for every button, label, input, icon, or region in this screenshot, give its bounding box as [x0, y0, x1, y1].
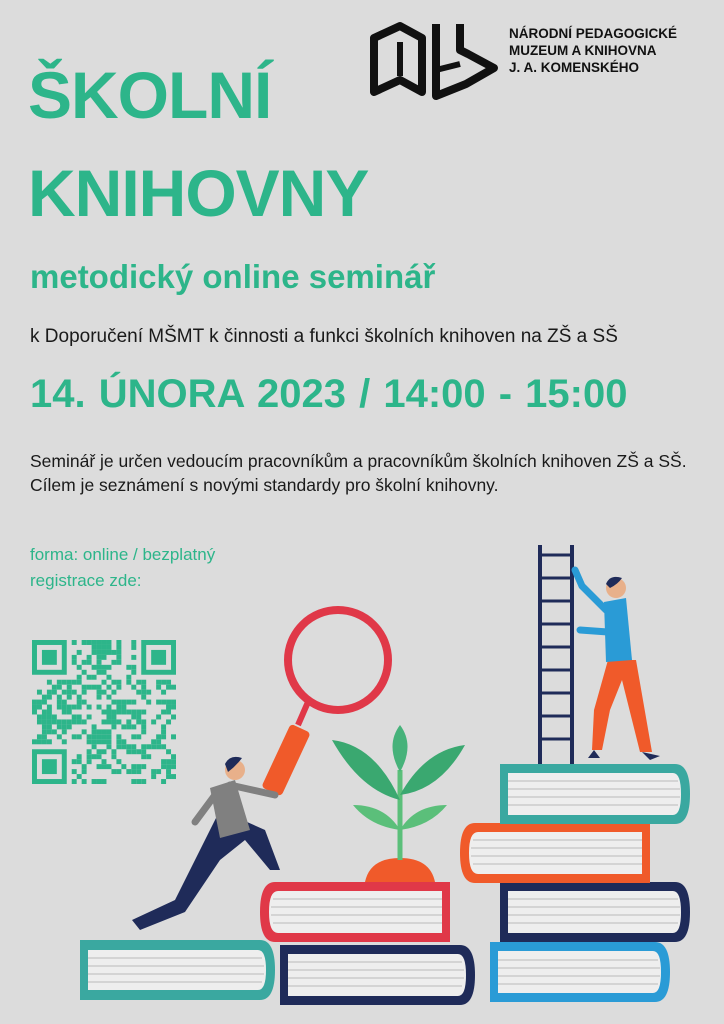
subtitle: metodický online seminář	[30, 258, 436, 295]
registration-label: registrace zde:	[30, 571, 142, 590]
book-right-second	[500, 882, 690, 942]
book-middle-top	[260, 882, 450, 942]
date-time: 14. ÚNORA 2023 / 14:00 - 15:00	[30, 372, 628, 416]
description: Seminář je určen vedoucím pracovníkům a pracovníkům školních knihoven ZŠ a SŠ. Cílem je seznámení s novými standardy pro školní knihovny.	[30, 451, 687, 495]
book-right-third	[460, 823, 650, 883]
mb-logo-icon	[370, 20, 500, 102]
organization-name-line-2: MUZEUM A KNIHOVNA	[509, 43, 657, 58]
book-right-top	[500, 764, 690, 824]
organization-name-line-3: J. A. KOMENSKÉHO	[509, 60, 640, 75]
organization-name-line-1: NÁRODNÍ PEDAGOGICKÉ	[509, 26, 678, 41]
title-line-1: ŠKOLNÍ	[28, 58, 272, 132]
form-info: forma: online / bezplatný	[30, 545, 216, 564]
person-climbing	[132, 757, 280, 930]
organization-name	[509, 25, 677, 76]
person-standing	[575, 570, 660, 760]
title-line-2: KNIHOVNY	[28, 156, 369, 230]
plant	[332, 725, 465, 882]
illustration	[70, 540, 710, 1020]
intro-text: k Doporučení MŠMT k činnosti a funkci školních knihoven na ZŠ a SŠ	[30, 326, 618, 347]
ladder	[540, 545, 572, 764]
book-bottom-left	[80, 940, 275, 1000]
book-right-bottom	[490, 942, 670, 1002]
book-middle-bottom	[280, 945, 475, 1005]
